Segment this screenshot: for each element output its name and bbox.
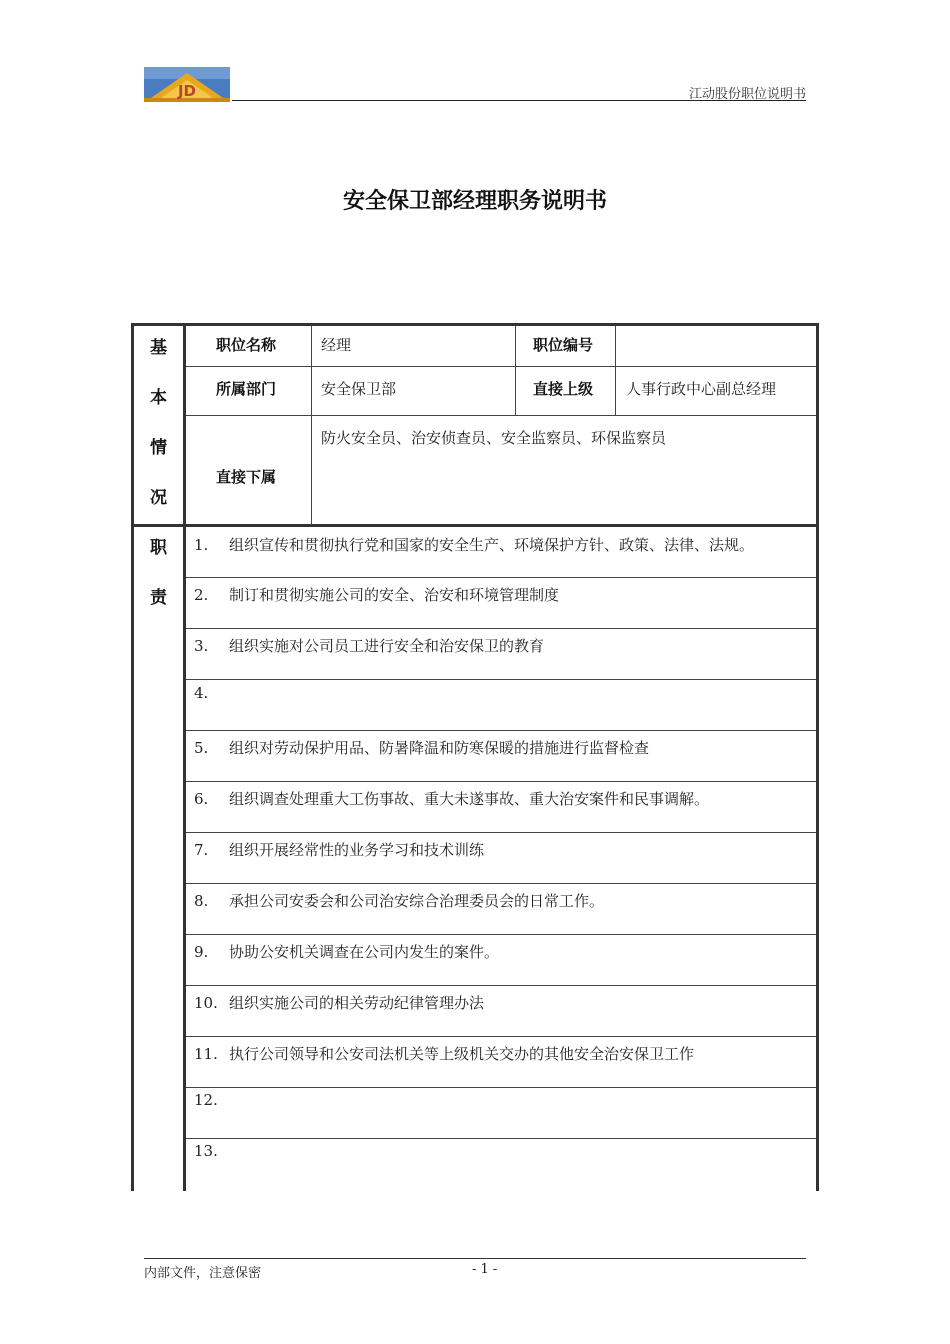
duty-item — [194, 534, 754, 555]
duty-divider — [185, 1087, 816, 1088]
duty-divider — [185, 679, 816, 680]
duty-item — [194, 635, 544, 656]
duty-number: 2. — [194, 586, 209, 604]
duty-text: 承担公司安委会和公司治安综合治理委员会的日常工作。 — [229, 892, 605, 910]
section-label-char: 情 — [150, 438, 167, 458]
duty-item — [194, 584, 559, 605]
duty-divider — [185, 934, 816, 935]
duty-divider — [185, 985, 816, 986]
duty-text: 组织宣传和贯彻执行党和国家的安全生产、环境保护方针、政策、法律、法规。 — [229, 536, 755, 554]
section-label-char: 职 — [150, 538, 167, 558]
duty-number: 9. — [194, 943, 209, 961]
duty-divider — [185, 730, 816, 731]
duty-divider — [185, 1138, 816, 1139]
section-divider — [131, 524, 819, 527]
position-name-label: 职位名称 — [216, 336, 277, 354]
duty-text: 执行公司领导和公安司法机关等上级机关交办的其他安全治安保卫工作 — [229, 1045, 695, 1063]
department-label: 所属部门 — [216, 380, 277, 398]
position-code-label: 职位编号 — [533, 336, 594, 354]
duty-number: 11. — [194, 1045, 218, 1063]
subordinate-label: 直接下属 — [216, 468, 277, 486]
duty-item — [194, 1043, 694, 1064]
duty-item — [194, 839, 484, 860]
position-name-value: 经理 — [321, 336, 352, 354]
duty-number: 4. — [194, 684, 209, 702]
duty-number: 1. — [194, 536, 209, 554]
company-logo — [144, 67, 230, 102]
header-rule — [232, 100, 806, 101]
duty-number: 3. — [194, 637, 209, 655]
column-divider — [615, 326, 616, 416]
duty-item — [194, 737, 649, 758]
duty-item — [194, 1142, 229, 1160]
column-divider — [311, 326, 312, 525]
duty-item — [194, 992, 484, 1013]
duty-item — [194, 788, 709, 809]
column-divider — [183, 326, 186, 1191]
department-value: 安全保卫部 — [321, 380, 397, 398]
duty-divider — [185, 832, 816, 833]
duty-divider — [185, 628, 816, 629]
row-divider — [185, 366, 816, 367]
superior-label: 直接上级 — [533, 380, 594, 398]
section-label-char: 基 — [150, 338, 167, 358]
superior-value: 人事行政中心副总经理 — [626, 380, 777, 398]
duty-item — [194, 941, 499, 962]
duty-text: 组织开展经常性的业务学习和技术训练 — [229, 841, 485, 859]
page-number: - 1 - — [472, 1262, 498, 1277]
duty-number: 7. — [194, 841, 209, 859]
duty-number: 10. — [194, 994, 218, 1012]
duty-divider — [185, 577, 816, 578]
duty-divider — [185, 781, 816, 782]
duty-item — [194, 684, 229, 702]
duty-text: 制订和贯彻实施公司的安全、治安和环境管理制度 — [229, 586, 560, 604]
duty-number: 12. — [194, 1091, 218, 1109]
page-title: 安全保卫部经理职务说明书 — [342, 189, 607, 214]
duty-item — [194, 1091, 229, 1109]
confidential-note: 内部文件，注意保密 — [144, 1266, 262, 1281]
column-divider — [515, 326, 516, 416]
logo-lettering: JD — [177, 82, 197, 100]
section-label-char: 况 — [150, 488, 167, 508]
section-label-char: 责 — [150, 588, 167, 608]
row-divider — [185, 415, 816, 416]
header-doc-name: 江动股份职位说明书 — [688, 87, 806, 102]
duty-number: 8. — [194, 892, 209, 910]
duty-text: 组织实施对公司员工进行安全和治安保卫的教育 — [229, 637, 545, 655]
duty-text: 组织调查处理重大工伤事故、重大未遂事故、重大治安案件和民事调解。 — [229, 790, 710, 808]
duty-text: 组织实施公司的相关劳动纪律管理办法 — [229, 994, 485, 1012]
duty-text: 协助公安机关调查在公司内发生的案件。 — [229, 943, 500, 961]
duty-number: 13. — [194, 1142, 218, 1160]
duty-divider — [185, 883, 816, 884]
subordinate-value: 防火安全员、治安侦查员、安全监察员、环保监察员 — [321, 429, 667, 447]
footer-rule — [144, 1258, 806, 1259]
duty-item — [194, 890, 604, 911]
duty-text: 组织对劳动保护用品、防暑降温和防寒保暖的措施进行监督检查 — [229, 739, 650, 757]
duty-number: 5. — [194, 739, 209, 757]
section-label-char: 本 — [150, 388, 167, 408]
duty-number: 6. — [194, 790, 209, 808]
duty-divider — [185, 1036, 816, 1037]
